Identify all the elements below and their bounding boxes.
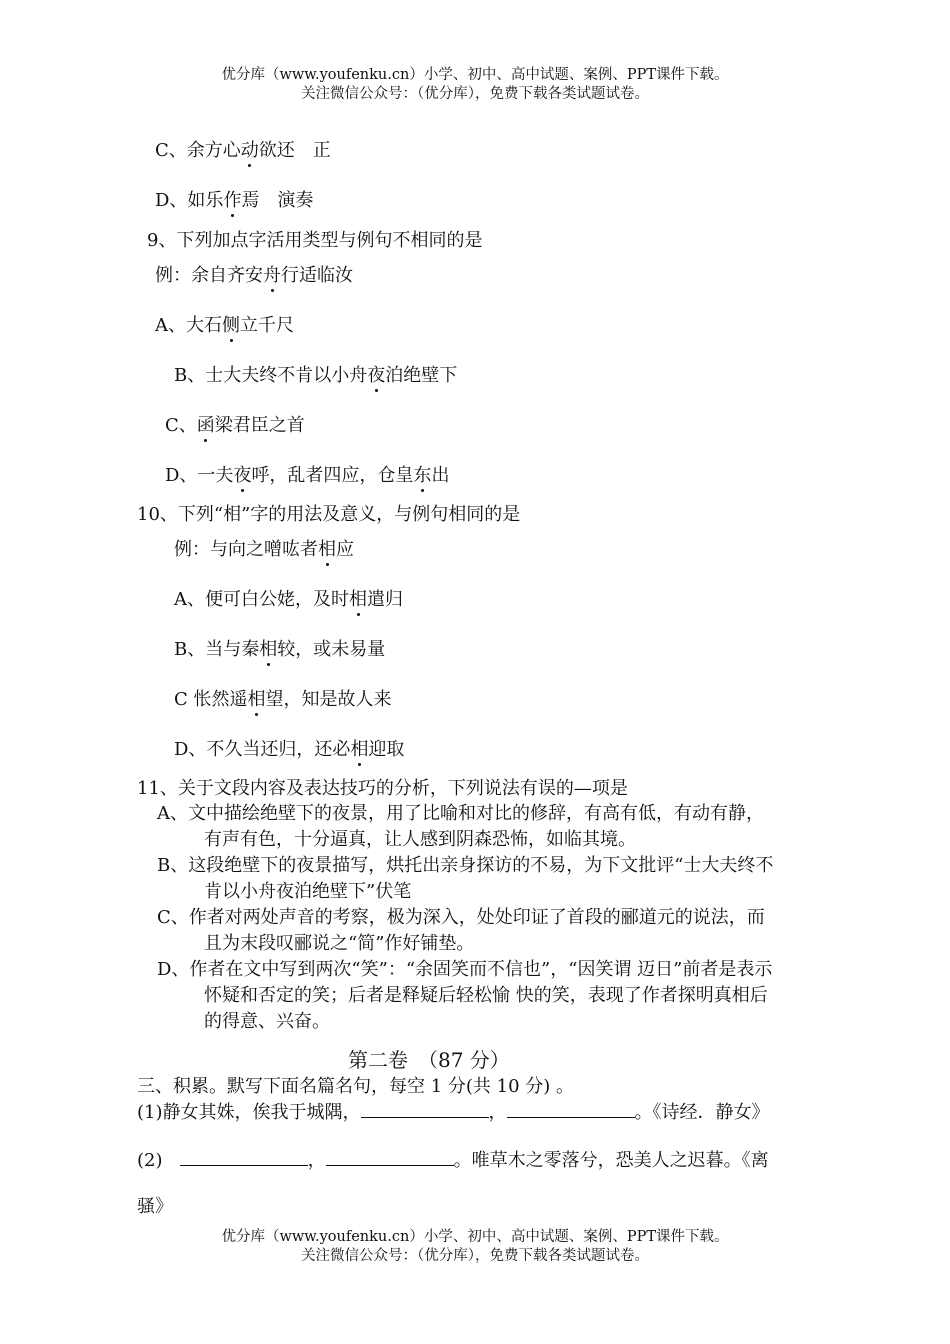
dictation-q1: (1)静女其姝，俟我于城隅， ， 。《诗经．静女》 <box>137 1102 770 1123</box>
blank-field[interactable] <box>361 1101 489 1118</box>
q11-option-b: B、这段绝壁下的夜景描写，烘托出亲身探访的不易，为下文批评“士大夫终不 肯以小舟夜泊绝壁下”伏笔 <box>157 855 774 902</box>
q10-option-c: C 怅然遥相望，知是故人来 <box>174 689 392 710</box>
q9-example: 例：余自齐安舟行适临汝 <box>155 265 353 286</box>
section-3-heading: 三、积累。默写下面名篇名句，每空 1 分(共 10 分) 。 <box>137 1076 575 1097</box>
footer-line-2: 关注微信公众号：（优分库），免费下载各类试题试卷。 <box>301 1248 649 1264</box>
q11-option-a: A、文中描绘绝壁下的夜景，用了比喻和对比的修辞，有高有低，有动有静， 有声有色，十分逼真，让人感到阴森恐怖，如临其境。 <box>157 803 764 850</box>
q10-option-a: A、便可白公姥，及时相遣归 <box>174 589 403 610</box>
q10-option-d: D、不久当还归，还必相迎取 <box>174 739 405 760</box>
footer-line-1: 优分库（www.youfenku.cn）小学、初中、高中试题、案例、PPT课件下载。 <box>221 1229 729 1245</box>
dictation-q2: (2) ， 。唯草木之零落兮，恐美人之迟暮。《离 <box>137 1150 769 1171</box>
blank-field[interactable] <box>180 1149 308 1166</box>
q11-option-c: C、作者对两处声音的考察，极为深入，处处印证了首段的郦道元的说法，而 且为末段叹郦说之“简”作好铺垫。 <box>157 907 765 954</box>
header-line-2: 关注微信公众号：（优分库），免费下载各类试题试卷。 <box>301 86 649 102</box>
q10-option-b: B、当与秦相较，或未易量 <box>174 639 386 660</box>
q11-stem: 11、关于文段内容及表达技巧的分析，下列说法有误的—项是 <box>137 778 628 799</box>
part2-title: 第二卷 （87 分） <box>348 1048 510 1072</box>
q11-option-d: D、作者在文中写到两次“笑”：“余固笑而不信也”，“因笑谓 迈日”前者是表示 怀疑和否定的笑；后者是释疑后轻松愉 快的笑，表现了作者探明真相后 的得意、兴奋。 <box>157 959 773 1032</box>
q9-option-b: B、士大夫终不肯以小舟夜泊绝壁下 <box>174 365 458 386</box>
q10-example: 例：与向之噌吰者相应 <box>174 539 354 560</box>
q9-option-c: C、函梁君臣之首 <box>165 415 305 436</box>
header-line-1: 优分库（www.youfenku.cn）小学、初中、高中试题、案例、PPT课件下载。 <box>221 67 729 83</box>
blank-field[interactable] <box>507 1101 635 1118</box>
blank-field[interactable] <box>326 1149 454 1166</box>
q8-option-c: C、余方心动欲还 正 <box>155 140 331 161</box>
dictation-q2-continued: 骚》 <box>137 1196 173 1217</box>
q9-option-d: D、一夫夜呼，乱者四应，仓皇东出 <box>165 465 450 486</box>
q8-option-d: D、如乐作焉 演奏 <box>155 190 314 211</box>
q10-stem: 10、下列“相”字的用法及意义，与例句相同的是 <box>137 504 521 525</box>
q9-option-a: A、大石侧立千尺 <box>155 315 294 336</box>
q9-stem: 9、下列加点字活用类型与例句不相同的是 <box>147 230 483 251</box>
